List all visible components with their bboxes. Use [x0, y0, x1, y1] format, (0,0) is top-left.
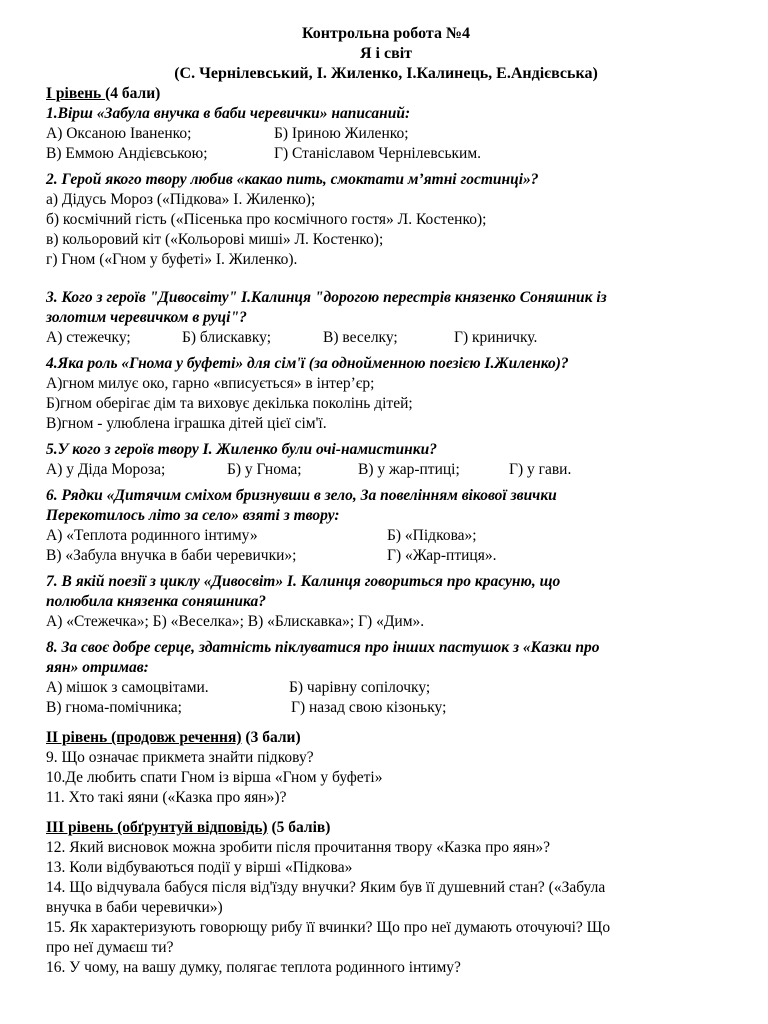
question-8-answers-row-1: [46, 678, 726, 698]
level-2-item: 9. Що означає прикмета знайти підкову?: [46, 749, 314, 766]
level-2-title: ІІ рівень (продовж речення): [46, 729, 242, 746]
answer-b: б) космічний гість («Пісенька про космічного гостя» Л. Костенко);: [46, 211, 487, 228]
authors-line: (С. Чернілевський, І. Жиленко, І.Калинець, Е.Андієвська): [174, 65, 598, 82]
answer-c: В) у жар-птиці;: [358, 461, 460, 478]
answer-a: А) Оксаною Іваненко;: [46, 125, 192, 142]
level-1-title: І рівень: [46, 85, 106, 102]
question-5: 5.У кого з героїв твору І. Жиленко були очі-намистинки?: [46, 441, 437, 458]
question-1-answers-row-1: [46, 124, 726, 144]
answer-b: Б) чарівну сопілочку;: [289, 679, 431, 696]
answer-a: а) Дідусь Мороз («Підкова» І. Жиленко);: [46, 191, 316, 208]
question-3-line-2: золотим черевичком в руці"?: [46, 309, 247, 326]
answer-b: Б) у Гнома;: [227, 461, 302, 478]
question-1-answers-row-2: [46, 144, 726, 164]
question-8-line-2: яян» отримав:: [46, 659, 149, 676]
answer-d: Г) Станіславом Чернілевським.: [274, 145, 482, 162]
level-3-item: 16. У чому, на вашу думку, полягає теплота родинного інтиму?: [46, 959, 461, 976]
document-subtitle: Я і світ: [359, 45, 413, 62]
level-2-item: 11. Хто такі яяни («Казка про яян»)?: [46, 789, 287, 806]
question-4: 4.Яка роль «Гнома у буфеті» для сім'ї (за однойменною поезією І.Жиленко)?: [46, 355, 569, 372]
answer-c: В) гнома-помічника;: [46, 699, 182, 716]
answer-c: в) кольоровий кіт («Кольорові миші» Л. Костенко);: [46, 231, 384, 248]
level-3-item-continuation: про неї думаєш ти?: [46, 939, 174, 956]
level-1-heading: [46, 84, 726, 104]
answer-a: А)гном милує око, гарно «вписується» в інтер’єр;: [46, 375, 375, 392]
answer-d: Г) «Жар-птиця».: [387, 547, 497, 564]
answer-b: Б) блискавку;: [182, 329, 272, 346]
level-1-points: (4 бали): [105, 85, 161, 102]
level-2-points: (3 бали): [241, 729, 301, 746]
answer-c: В)гном - улюблена іграшка дітей цієї сім'ї.: [46, 415, 327, 432]
level-3-item: 12. Який висновок можна зробити після прочитання твору «Казка про яян»?: [46, 839, 551, 856]
question-5-answers: [46, 460, 726, 480]
answer-d: г) Гном («Гном у буфеті» І. Жиленко).: [46, 251, 298, 268]
answer-b: Б) «Підкова»;: [387, 527, 477, 544]
level-2-heading: [46, 728, 726, 748]
question-8-line-1: 8. За своє добре серце, здатність піклуватися про інших пастушок з «Казки про: [46, 639, 600, 656]
question-8-answers-row-2: [46, 698, 726, 718]
document-title: Контрольна робота №4: [301, 25, 471, 42]
answer-b: Б) Іриною Жиленко;: [274, 125, 409, 142]
question-2: 2. Герой якого твору любив «какао пить, смоктати м’ятні гостинці»?: [46, 171, 539, 188]
level-3-item: 13. Коли відбуваються події у вірші «Підкова»: [46, 859, 353, 876]
answer-c: В) веселку;: [323, 329, 398, 346]
answer-d: Г) назад свою кізоньку;: [291, 699, 447, 716]
answer-a: А) у Діда Мороза;: [46, 461, 166, 478]
question-3-line-1: 3. Кого з героїв "Дивосвіту" І.Калинця "дорогою перестрів князенко Соняшник із: [46, 289, 607, 306]
answer-d: Г) у гави.: [509, 461, 572, 478]
level-3-item: 15. Як характеризують говорющу рибу її вчинки? Що про неї думають оточуючі? Що: [46, 919, 611, 936]
question-1: 1.Вірш «Забула внучка в баби черевички» написаний:: [46, 105, 411, 122]
question-3-answers: [46, 328, 726, 348]
answer-a: А) «Теплота родинного інтиму»: [46, 527, 258, 544]
level-3-heading: [46, 818, 726, 838]
level-3-item-continuation: внучка в баби черевички»): [46, 899, 223, 916]
question-6-answers-row-2: [46, 546, 726, 566]
question-7-answers: А) «Стежечка»; Б) «Веселка»; В) «Блискавка»; Г) «Дим».: [46, 613, 425, 630]
level-2-item: 10.Де любить спати Гном із вірша «Гном у буфеті»: [46, 769, 383, 786]
answer-a: А) стежечку;: [46, 329, 131, 346]
question-7-line-2: полюбила князенка соняшника?: [46, 593, 266, 610]
answer-c: В) Еммою Андієвською;: [46, 145, 208, 162]
level-3-title: ІІІ рівень (обґрунтуй відповідь): [46, 819, 268, 836]
answer-c: В) «Забула внучка в баби черевички»;: [46, 547, 297, 564]
answer-a: А) мішок з самоцвітами.: [46, 679, 209, 696]
question-6-line-2: Перекотилось літо за село» взяті з твору:: [46, 507, 340, 524]
level-3-item: 14. Що відчувала бабуся після від'їзду внучки? Яким був її душевний стан? («Забула: [46, 879, 606, 896]
answer-d: Г) криничку.: [454, 329, 538, 346]
level-3-points: (5 балів): [267, 819, 331, 836]
test-document: [46, 24, 726, 978]
answer-b: Б)гном оберігає дім та виховує декілька поколінь дітей;: [46, 395, 413, 412]
question-7-line-1: 7. В якій поезії з циклу «Дивосвіт» І. Калинця говориться про красуню, що: [46, 573, 561, 590]
question-6-answers-row-1: [46, 526, 726, 546]
question-6-line-1: 6. Рядки «Дитячим сміхом бризнувши в зело, За повелінням вікової звички: [46, 487, 557, 504]
